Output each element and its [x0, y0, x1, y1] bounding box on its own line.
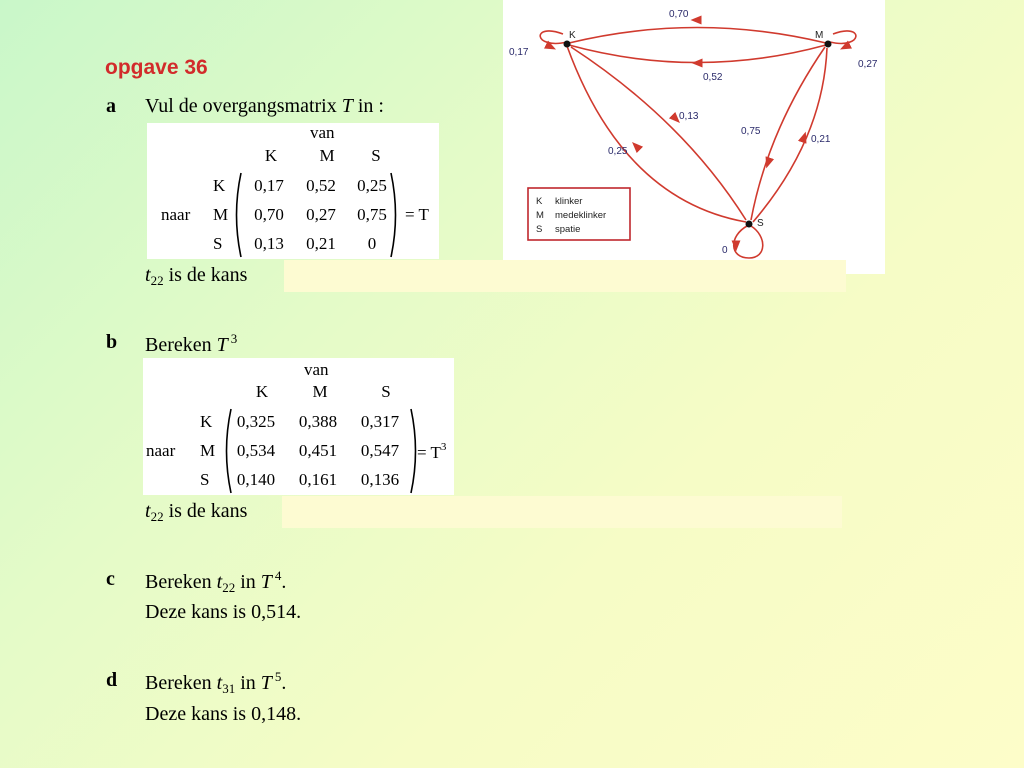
edge-label-k-to-m: 0,70 — [669, 9, 689, 20]
edge-m-to-k — [569, 45, 826, 63]
matrix-t — [147, 123, 439, 259]
matrix-t3 — [143, 358, 454, 495]
answer-cover-a — [284, 260, 846, 292]
part-c-answer: Deze kans is 0,514. — [145, 601, 302, 623]
part-c-letter: c — [106, 568, 115, 590]
matrix-t3-col-m: M — [312, 382, 328, 401]
edge-label-s-loop: 0 — [722, 245, 728, 256]
matrix-t-col-k: K — [264, 146, 278, 165]
matrix-t-col-m: M — [319, 146, 335, 165]
matrix-t3-col-k: K — [255, 382, 269, 401]
matrix-t-cell: 0 — [367, 234, 377, 253]
node-label-k: K — [569, 30, 576, 41]
edge-m-loop — [830, 31, 856, 43]
transition-diagram — [503, 0, 885, 274]
part-d-letter: d — [106, 669, 118, 691]
matrix-t3-cell: 0,388 — [298, 412, 338, 431]
exercise-title: opgave 36 — [105, 56, 208, 79]
part-b-letter: b — [106, 331, 118, 353]
matrix-t3-cell: 0,317 — [360, 412, 400, 431]
edge-label-k-loop: 0,17 — [509, 47, 529, 58]
matrix-t-cell: 0,70 — [254, 205, 284, 224]
matrix-t-cell: 0,13 — [254, 234, 284, 253]
matrix-t-equals: = T — [405, 205, 429, 224]
part-a-letter: a — [106, 95, 116, 117]
matrix-t3-cell: 0,547 — [360, 441, 400, 460]
part-b-t22-line: $t_{22}$ is de kans — [145, 500, 248, 524]
part-c-instruction: Bereken $t_{22}$ in T $^4$. — [145, 568, 287, 595]
matrix-t-row-k: K — [213, 176, 226, 195]
node-label-s: S — [757, 218, 764, 229]
matrix-t3-equals: = $T^3$ — [417, 441, 447, 462]
matrix-t3-naar: naar — [146, 441, 176, 460]
part-b-instruction: Bereken T $^3$ — [145, 331, 238, 356]
matrix-t3-cell: 0,325 — [236, 412, 276, 431]
answer-cover-b — [282, 496, 842, 528]
edge-s-loop — [734, 226, 763, 258]
edge-label-m-to-s: 0,75 — [741, 126, 761, 137]
matrix-t-cell: 0,75 — [357, 205, 387, 224]
edge-label-m-loop: 0,27 — [858, 59, 878, 70]
edge-k-loop — [540, 31, 567, 43]
matrix-t3-cell: 0,140 — [236, 470, 276, 489]
matrix-t3-row-m: M — [200, 441, 216, 460]
legend-key-m: M — [536, 210, 544, 221]
edge-k-to-m — [569, 28, 826, 44]
matrix-t-cell: 0,17 — [254, 176, 284, 195]
legend-label-m: medeklinker — [555, 210, 607, 221]
part-a-instruction: Vul de overgangsmatrix T in : — [145, 95, 384, 117]
matrix-t-van: van — [310, 123, 335, 142]
edge-label-s-to-m: 0,21 — [811, 134, 831, 145]
matrix-t-cell: 0,27 — [306, 205, 336, 224]
matrix-t-row-m: M — [213, 205, 229, 224]
matrix-t3-cell: 0,161 — [298, 470, 338, 489]
matrix-t-cell: 0,25 — [357, 176, 387, 195]
legend-key-k: K — [536, 196, 543, 207]
legend-label-k: klinker — [555, 196, 583, 207]
legend-key-s: S — [536, 224, 543, 235]
matrix-t-row-s: S — [213, 234, 223, 253]
matrix-t-cell: 0,52 — [306, 176, 336, 195]
matrix-t-naar: naar — [161, 205, 191, 224]
part-d-instruction: Bereken $t_{31}$ in T $^5$. — [145, 669, 287, 696]
matrix-t-cell: 0,21 — [306, 234, 336, 253]
matrix-t3-row-k: K — [200, 412, 213, 431]
matrix-t3-van: van — [304, 360, 329, 379]
edge-label-s-to-k: 0,25 — [608, 146, 628, 157]
matrix-t-col-s: S — [371, 146, 381, 165]
matrix-t3-cell: 0,534 — [236, 441, 276, 460]
edge-label-m-to-k: 0,52 — [703, 72, 723, 83]
matrix-t3-cell: 0,136 — [360, 470, 400, 489]
legend-label-s: spatie — [555, 224, 581, 235]
part-a-t22-line: $t_{22}$ is de kans — [145, 264, 248, 288]
matrix-t3-cell: 0,451 — [298, 441, 338, 460]
matrix-t3-row-s: S — [200, 470, 210, 489]
edge-label-k-to-s: 0,13 — [679, 111, 699, 122]
part-d-answer: Deze kans is 0,148. — [145, 703, 302, 725]
matrix-t3-col-s: S — [381, 382, 391, 401]
node-label-m: M — [815, 30, 824, 41]
